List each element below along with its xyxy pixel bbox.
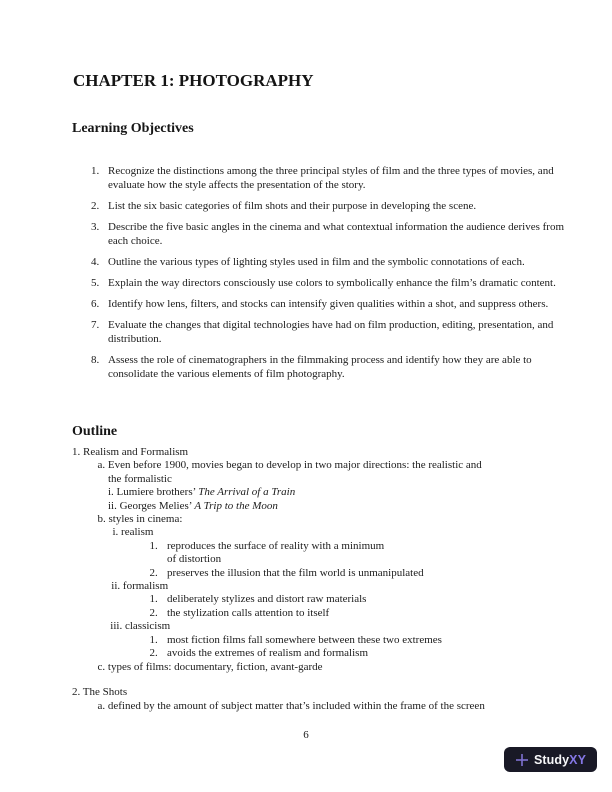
outline-line: the formalistic <box>108 472 172 485</box>
outline-line: c. types of films: documentary, fiction, avant-garde <box>97 660 323 673</box>
list-item <box>91 318 567 346</box>
outline-line <box>108 486 612 499</box>
outline-line: of distortion <box>167 553 222 566</box>
list-item-text: Recognize the distinctions among the three principal styles of film and the three types of movies, and evaluate how the style affects the presentation of the story. <box>108 165 554 191</box>
list-item <box>91 353 567 381</box>
list-item-number: 5. <box>91 277 100 289</box>
list-item-number: 4. <box>91 256 100 268</box>
outline-line <box>150 634 612 647</box>
list-item-number: 1. <box>149 633 158 646</box>
logo-text-accent: XY <box>569 752 587 767</box>
outline-line: 1. Realism and Formalism <box>72 446 189 458</box>
list-item-text: Outline the various types of lighting styles used in film and the symbolic connotations of each. <box>108 256 525 268</box>
list-item-number: 2. <box>149 566 158 579</box>
list-item-number: 1. <box>91 165 100 177</box>
list-item <box>91 297 567 311</box>
outline-line: ii. formalism <box>111 580 169 593</box>
list-item <box>91 199 567 213</box>
list-item-text: List the six basic categories of film shots and their purpose in developing the scene. <box>108 200 477 212</box>
outline-line-text: preserves the illusion that the film world is unmanipulated <box>167 566 424 579</box>
outline-line-text: the stylization calls attention to itself <box>167 606 330 619</box>
logo-text-primary: Study <box>533 752 570 767</box>
list-item-number: 7. <box>91 319 100 331</box>
list-item-number: 1. <box>149 539 158 552</box>
outline-line: 2. The Shots <box>72 686 128 699</box>
page-title: CHAPTER 1: PHOTOGRAPHY <box>73 71 314 90</box>
logo-wordmark <box>534 753 586 767</box>
outline-line <box>150 593 612 606</box>
outline-line-text: most fiction films fall somewhere between these two extremes <box>167 633 442 646</box>
learning-objectives-list <box>91 164 567 388</box>
list-item-number: 1. <box>149 593 158 606</box>
outline-line-text: deliberately stylizes and distort raw materials <box>167 593 367 606</box>
learning-objectives-heading: Learning Objectives <box>72 121 194 136</box>
outline-line-text: avoids the extremes of realism and formalism <box>167 647 368 660</box>
list-item <box>91 255 567 269</box>
studyxy-logo <box>504 747 597 772</box>
list-item-number: 2. <box>149 606 158 619</box>
list-item-number: 2. <box>91 200 100 212</box>
outline-line-text: reproduces the surface of reality with a minimum <box>167 539 385 552</box>
outline-heading: Outline <box>72 424 118 439</box>
outline-line: b. styles in cinema: <box>97 513 183 526</box>
list-item-number: 3. <box>91 221 100 233</box>
outline-line <box>150 647 612 660</box>
film-title-italic: A Trip to the Moon <box>194 499 278 512</box>
page-number: 6 <box>303 729 309 741</box>
outline-line: a. Even before 1900, movies began to develop in two major directions: the realistic and <box>97 459 482 472</box>
list-item-number: 2. <box>149 647 158 660</box>
list-item-text: Evaluate the changes that digital technologies have had on film production, editing, presentation, and distribution. <box>108 319 554 345</box>
list-item-text: Assess the role of cinematographers in the filmmaking process and identify how they are able to consolidate the various elements of film photography. <box>108 354 532 380</box>
list-item <box>91 276 567 290</box>
outline-line-text: i. Lumiere brothers’ <box>108 486 199 499</box>
outline-line <box>108 500 612 513</box>
list-item-text: Identify how lens, filters, and stocks can intensify given qualities within a shot, and suppress others. <box>108 298 549 310</box>
film-title-italic: The Arrival of a Train <box>198 486 296 499</box>
outline-list <box>0 446 612 713</box>
list-item-number: 6. <box>91 298 100 310</box>
list-item <box>91 164 567 192</box>
outline-line <box>150 540 612 553</box>
list-item-number: 8. <box>91 354 100 366</box>
outline-line: iii. classicism <box>110 620 171 633</box>
outline-line: i. realism <box>112 526 154 539</box>
outline-line-text: ii. Georges Melies’ <box>108 499 195 512</box>
outline-line <box>150 567 612 580</box>
list-item <box>91 220 567 248</box>
plus-icon <box>515 753 529 767</box>
list-item-text: Explain the way directors consciously use colors to symbolically enhance the film’s dramatic content. <box>108 277 556 289</box>
outline-line <box>150 607 612 620</box>
outline-line: a. defined by the amount of subject matter that’s included within the frame of the screen <box>97 699 485 712</box>
list-item-text: Describe the five basic angles in the cinema and what contextual information the audience derives from each choice. <box>108 221 565 247</box>
